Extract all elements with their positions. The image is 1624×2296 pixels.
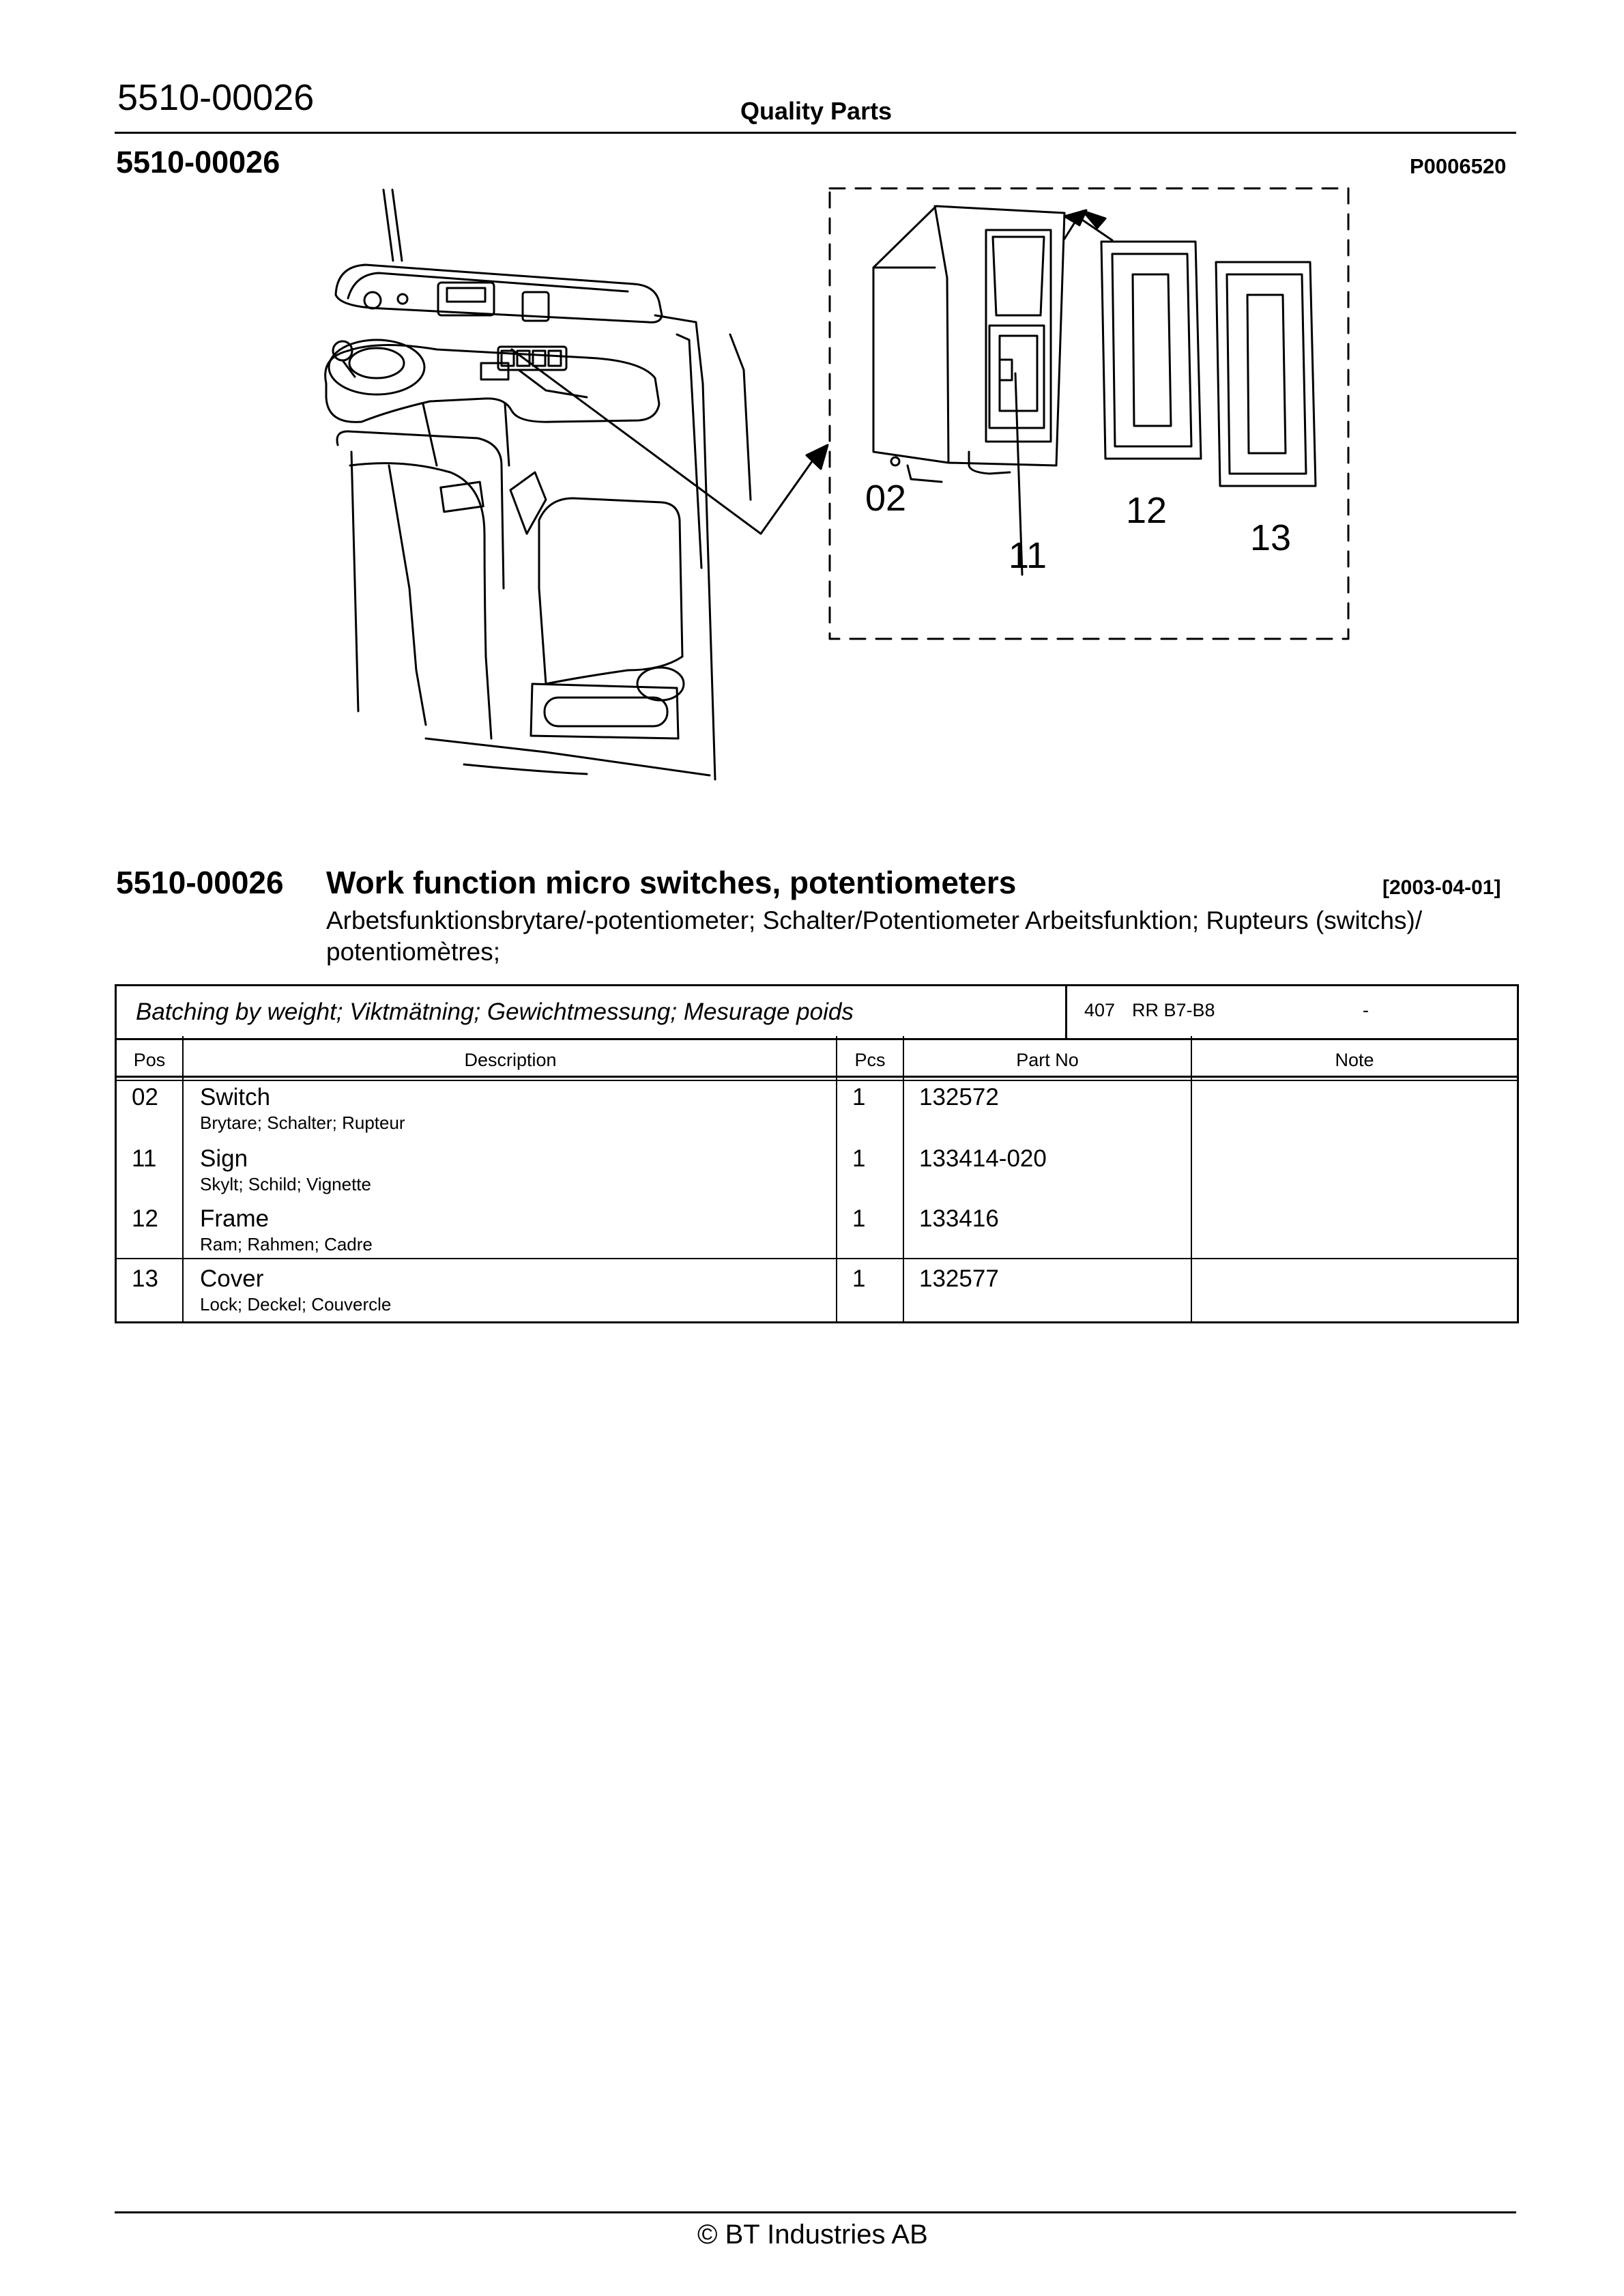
batch-code: 407 xyxy=(1084,1000,1116,1020)
row-pcs: 1 xyxy=(852,1145,866,1172)
row-translations: Brytare; Schalter; Rupteur xyxy=(200,1113,405,1133)
frame-drawing xyxy=(1101,242,1201,459)
title-translations xyxy=(326,905,1520,968)
parts-illustration xyxy=(259,179,1365,848)
footer-copyright: © BT Industries AB xyxy=(697,2220,928,2250)
title-number: 5510-00026 xyxy=(116,865,284,900)
batch-separator xyxy=(1065,986,1067,1038)
callout-02: 02 xyxy=(865,478,907,519)
column-divider xyxy=(903,1036,904,1321)
row-pos: 12 xyxy=(132,1205,158,1232)
callout-13: 13 xyxy=(1250,517,1292,558)
detail-leader-line xyxy=(512,349,819,534)
translations-line-1: Arbetsfunktionsbrytare/-potentiometer; Schalter/Potentiometer Arbeitsfunktion; Rupteurs (switchs)/ xyxy=(326,906,1423,934)
document-number: 5510-00026 xyxy=(117,77,315,118)
table-header xyxy=(117,1036,1517,1078)
batch-dash: - xyxy=(1363,1000,1369,1020)
row-description: Cover xyxy=(200,1265,264,1292)
switch-drawing xyxy=(873,206,1064,575)
row-pos: 13 xyxy=(132,1265,158,1292)
row-pcs: 1 xyxy=(852,1205,866,1232)
cover-drawing xyxy=(1216,262,1316,486)
column-divider xyxy=(1191,1036,1192,1321)
header-double-rule xyxy=(117,1080,1517,1081)
row-pcs: 1 xyxy=(852,1265,866,1292)
row-description: Frame xyxy=(200,1205,270,1232)
truck-cabin-drawing xyxy=(325,190,751,779)
column-divider xyxy=(836,1036,837,1321)
batch-text: Batching by weight; Viktmätning; Gewichtmessung; Mesurage poids xyxy=(136,999,854,1025)
row-translations: Lock; Deckel; Couvercle xyxy=(200,1294,392,1315)
batch-group: RR B7-B8 xyxy=(1132,1000,1215,1020)
translations-line-2: potentiomètres; xyxy=(326,938,501,966)
footer-divider xyxy=(115,2211,1516,2213)
row-pcs: 1 xyxy=(852,1084,866,1110)
row-pos: 11 xyxy=(132,1145,157,1172)
callout-12: 12 xyxy=(1126,490,1168,531)
row-translations: Skylt; Schild; Vignette xyxy=(200,1174,371,1194)
frame-arrowhead xyxy=(1083,211,1105,228)
row-pos: 02 xyxy=(132,1084,158,1110)
header-part-no: Part No xyxy=(1016,1050,1079,1070)
row-part-no: 132572 xyxy=(919,1084,999,1110)
row-description: Switch xyxy=(200,1084,271,1110)
header-note: Note xyxy=(1335,1050,1374,1070)
header-pcs: Pcs xyxy=(854,1050,886,1070)
picture-id: P0006520 xyxy=(1410,154,1507,178)
detail-box xyxy=(830,188,1348,639)
column-divider xyxy=(182,1036,184,1321)
header-pos: Pos xyxy=(133,1050,166,1070)
row-part-no: 132577 xyxy=(919,1265,999,1292)
group-divider xyxy=(117,1258,1517,1259)
callout-11: 11 xyxy=(1009,535,1047,576)
row-part-no: 133416 xyxy=(919,1205,999,1232)
section-number: 5510-00026 xyxy=(116,145,280,180)
title-date: [2003-04-01] xyxy=(1382,876,1501,899)
row-translations: Ram; Rahmen; Cadre xyxy=(200,1234,373,1254)
title-text: Work function micro switches, potentiometers xyxy=(326,865,1017,900)
header-divider xyxy=(115,132,1516,134)
header-description: Description xyxy=(464,1050,557,1070)
row-part-no: 133414-020 xyxy=(919,1145,1047,1172)
row-description: Sign xyxy=(200,1145,248,1172)
batch-header xyxy=(115,984,1519,1040)
parts-table xyxy=(115,1036,1519,1323)
brand-title: Quality Parts xyxy=(740,97,893,125)
